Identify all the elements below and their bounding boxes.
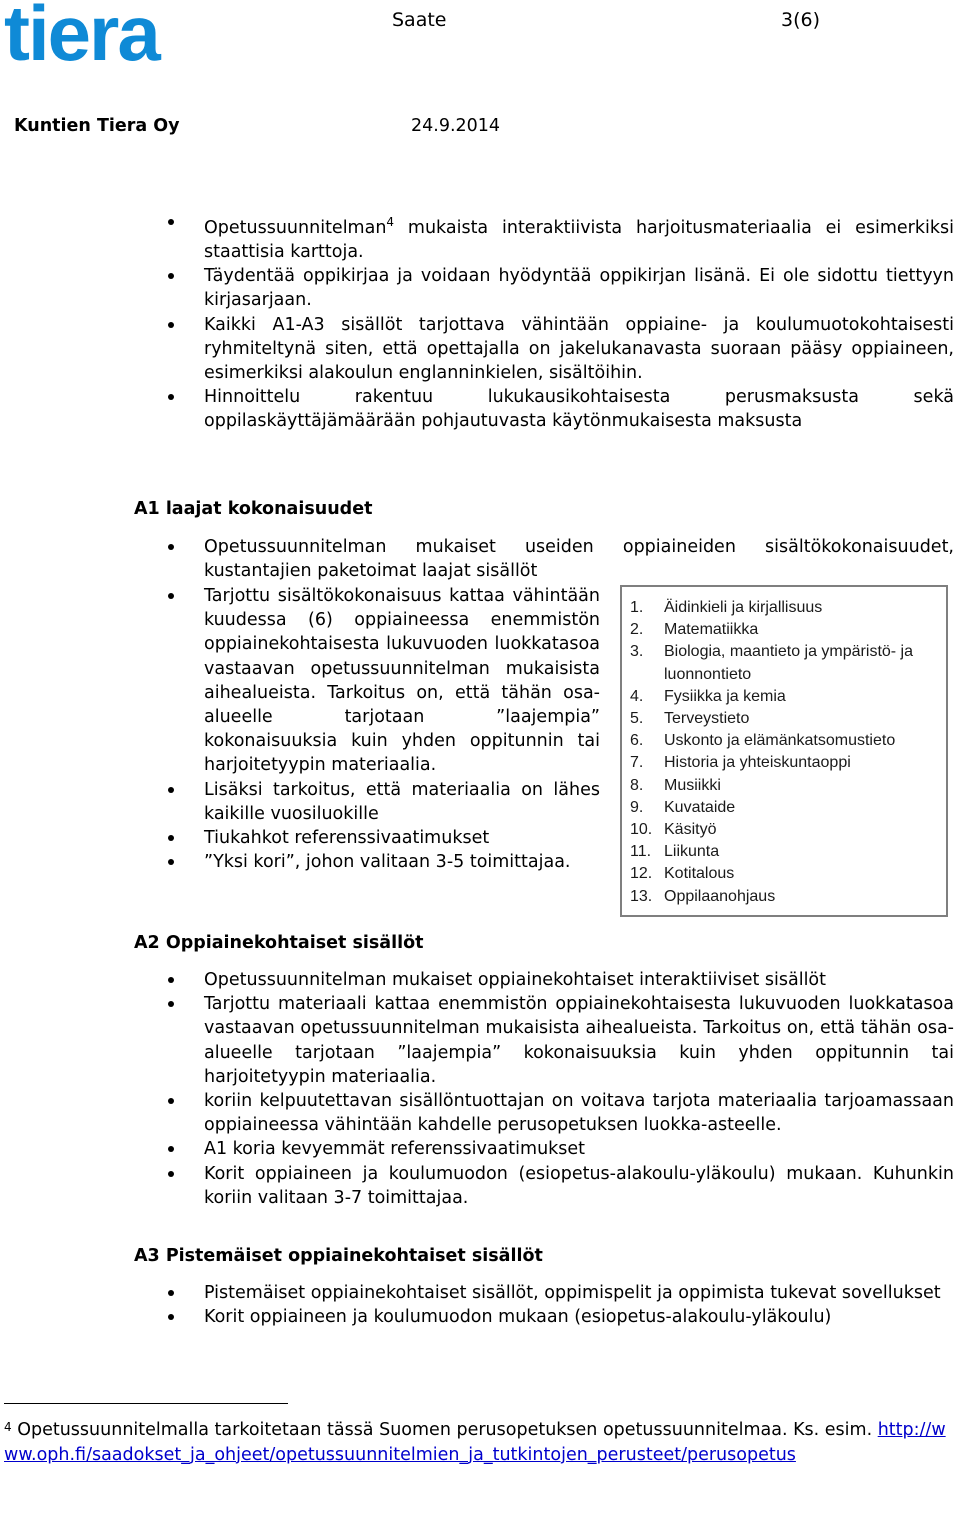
- footnote-ref: 4: [386, 215, 395, 229]
- subject-name: Oppilaanohjaus: [664, 887, 776, 905]
- subject-list-box: [620, 585, 948, 917]
- section-heading-a2: A2 Oppiainekohtaiset sisällöt: [134, 933, 424, 953]
- subject-number: 13.: [630, 887, 653, 905]
- subject-item: [630, 841, 946, 863]
- subject-number: 2.: [630, 621, 644, 639]
- subject-number: 10.: [630, 821, 653, 839]
- subject-list: [622, 587, 946, 908]
- subject-number: 3.: [630, 643, 644, 661]
- subject-name: Terveystieto: [664, 710, 750, 728]
- subject-number: 6.: [630, 732, 644, 750]
- footnote-text: Opetussuunnitelmalla tarkoitetaan tässä Suomen perusopetuksen opetussuunnitelmaa. Ks. esim.: [11, 1420, 878, 1440]
- list-item: Tiukahkot referenssivaatimukset: [134, 826, 600, 850]
- subject-name: Fysiikka ja kemia: [664, 687, 786, 705]
- list-item: Hinnoittelu rakentuu lukukausikohtaisesta perusmaksusta sekä oppilaskäyttäjämäärään pohjautuvasta käytönmukaisesta maksusta: [134, 385, 954, 433]
- subject-name: Liikunta: [664, 843, 720, 861]
- a2-list: [134, 968, 954, 1210]
- section-heading-a1: A1 laajat kokonaisuudet: [134, 499, 373, 519]
- list-item: koriin kelpuutettavan sisällöntuottajan on voitava tarjota materiaalia tarjoamassaan oppiaineessa vähintään kahdelle perusopetuksen luokka-asteelle.: [134, 1089, 954, 1137]
- list-item: Opetussuunnitelman mukaiset oppiainekohtaiset interaktiiviset sisällöt: [134, 968, 954, 992]
- subject-item: [630, 752, 946, 774]
- subject-name: Matematiikka: [664, 621, 759, 639]
- list-item: Kaikki A1-A3 sisällöt tarjottava vähintään oppiaine- ja koulumuotokohtaisesti ryhmiteltynä siten, että opettajalla on jakelukanavasta suoraan pääsy oppiaineen, esimerkiksi alakoulun englanninkielen, sisältöihin.: [134, 313, 954, 386]
- a3-list: [134, 1281, 954, 1329]
- company-name: Kuntien Tiera Oy: [14, 116, 180, 136]
- subject-item: [630, 619, 946, 641]
- subject-name: Historia ja yhteiskuntaoppi: [664, 754, 851, 772]
- subject-item: [630, 886, 946, 908]
- subject-item: [630, 708, 946, 730]
- list-item: Korit oppiaineen ja koulumuodon mukaan (esiopetus-alakoulu-yläkoulu): [134, 1305, 954, 1329]
- tiera-logo: tiera: [4, 0, 159, 77]
- subject-name: Kotitalous: [664, 865, 735, 883]
- footnote-link[interactable]: http://www.oph.fi/saadokset_ja_ohjeet/opetussuunnitelmien_ja_tutkintojen_perusteet/perusopetus: [4, 1420, 946, 1465]
- subject-item: [630, 797, 946, 819]
- page-number: 3(6): [781, 9, 821, 31]
- list-item: Korit oppiaineen ja koulumuodon (esiopetus-alakoulu-yläkoulu) mukaan. Kuhunkin koriin valitaan 3-7 toimittajaa.: [134, 1162, 954, 1210]
- list-item-text: mukaista interaktiivista harjoitusmateriaalia ei esimerkiksi staattisia karttoja.: [204, 217, 954, 263]
- subject-name: Käsityö: [664, 821, 717, 839]
- list-item: Tarjottu materiaali kattaa enemmistön oppiainekohtaisesta lukuvuoden luokkatasoa vastaavan opetussuunnitelman mukaisista aihealueista. Tarkoitus on, että tähän osa-alueelle tarjotaan ”laajempia” kokonaisuuksia kuin yhden oppitunnin tai harjoitetyypin materiaalia.: [134, 992, 954, 1089]
- subject-name: Biologia, maantieto ja ympäristö- ja luonnontieto: [664, 643, 914, 683]
- list-item: Opetussuunnitelman mukaiset useiden oppiaineiden sisältökokonaisuudet, kustantajien paketoimat laajat sisällöt: [134, 535, 954, 583]
- subject-number: 12.: [630, 865, 653, 883]
- subject-number: 11.: [630, 843, 652, 861]
- document-type: Saate: [392, 9, 447, 31]
- footnote: [4, 1415, 956, 1467]
- subject-item: [630, 686, 946, 708]
- document-date: 24.9.2014: [411, 116, 501, 136]
- subject-name: Musiikki: [664, 776, 721, 794]
- subject-item: [630, 641, 946, 685]
- subject-number: 5.: [630, 710, 644, 728]
- subject-number: 1.: [630, 599, 644, 616]
- subject-item: [630, 597, 946, 619]
- footnote-mark: 4: [4, 1420, 12, 1434]
- subject-number: 4.: [630, 687, 644, 705]
- list-item: [134, 210, 954, 264]
- section-heading-a3: A3 Pistemäiset oppiainekohtaiset sisällöt: [134, 1246, 543, 1266]
- a1-list: [134, 584, 600, 874]
- list-item: Täydentää oppikirjaa ja voidaan hyödyntää oppikirjan lisänä. Ei ole sidottu tiettyyn kirjasarjaan.: [134, 264, 954, 312]
- subject-name: Uskonto ja elämänkatsomustieto: [664, 732, 896, 750]
- subject-name: Äidinkieli ja kirjallisuus: [664, 599, 823, 616]
- list-item-text: Opetussuunnitelman: [204, 217, 387, 238]
- subject-name: Kuvataide: [664, 798, 736, 816]
- list-item: Lisäksi tarkoitus, että materiaalia on lähes kaikille vuosiluokille: [134, 778, 600, 826]
- footnote-divider: [4, 1403, 288, 1404]
- subject-number: 8.: [630, 776, 644, 794]
- a1-first-list: [134, 535, 954, 583]
- subject-item: [630, 863, 946, 885]
- subject-item: [630, 730, 946, 752]
- list-item: A1 koria kevyemmät referenssivaatimukset: [134, 1137, 954, 1161]
- subject-number: 7.: [630, 754, 644, 772]
- subject-number: 9.: [630, 798, 644, 816]
- subject-item: [630, 819, 946, 841]
- intro-list: [134, 210, 954, 434]
- list-item: ”Yksi kori”, johon valitaan 3-5 toimittajaa.: [134, 850, 600, 874]
- list-item: Pistemäiset oppiainekohtaiset sisällöt, oppimispelit ja oppimista tukevat sovellukset: [134, 1281, 954, 1305]
- subject-item: [630, 775, 946, 797]
- list-item: Tarjottu sisältökokonaisuus kattaa vähintään kuudessa (6) oppiaineessa enemmistön oppiainekohtaisesta lukuvuoden luokkatasoa vastaavan opetussuunnitelman mukaisista aihealueista. Tarkoitus on, että tähän osa-alueelle tarjotaan ”laajempia” kokonaisuuksia kuin yhden oppitunnin tai harjoitetyypin materiaalia.: [134, 584, 600, 778]
